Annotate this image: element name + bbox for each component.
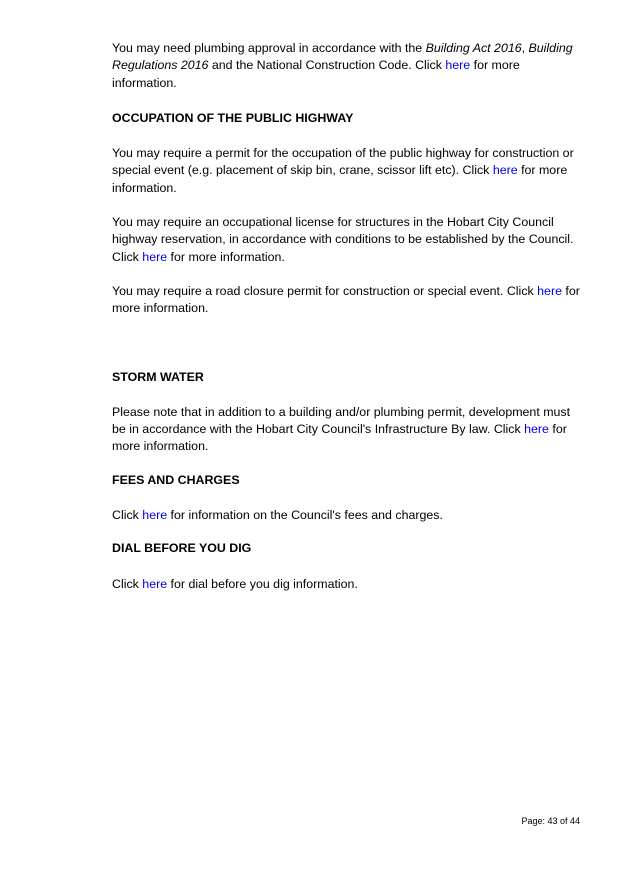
text: Please note that in addition to a building and/or plumbing permit, development must be in accordance with the Hobart City Council's Infrastructure By law. Click xyxy=(112,404,571,437)
fees-paragraph xyxy=(112,507,584,524)
building-act-title: Building Act 2016 xyxy=(425,41,522,55)
dial-paragraph xyxy=(112,576,584,593)
text: for dial before you dig information. xyxy=(167,576,358,591)
highway-permit-paragraph xyxy=(112,145,584,197)
occupational-license-here-link[interactable]: here xyxy=(142,249,168,264)
text: You may need plumbing approval in accordance with the xyxy=(112,41,426,55)
highway-permit-here-link[interactable]: here xyxy=(492,163,518,178)
dial-heading: DIAL BEFORE YOU DIG xyxy=(112,541,252,556)
dial-here-link[interactable]: here xyxy=(142,576,168,591)
text: for more information. xyxy=(112,283,580,316)
storm-water-heading: STORM WATER xyxy=(112,369,204,384)
text: You may require a permit for the occupation of the public highway for construction or special event (e.g. placement of skip bin, crane, scissor lift etc). Click xyxy=(112,146,574,178)
text: You may require a road closure permit for construction or special event. Click xyxy=(112,283,538,298)
text: and the National Construction Code. Click xyxy=(208,58,446,73)
fees-here-link[interactable]: here xyxy=(142,508,168,523)
highway-heading: OCCUPATION OF THE PUBLIC HIGHWAY xyxy=(112,110,354,125)
text: , xyxy=(521,41,529,55)
storm-water-here-link[interactable]: here xyxy=(524,422,549,437)
text: You may require an occupational license for structures in the Hobart City Council highway reservation, in accordance with conditions to be established by the Council. Click xyxy=(112,215,574,264)
building-regulations-title: Building Regulations 2016 xyxy=(112,41,573,73)
plumbing-paragraph xyxy=(112,40,584,92)
text: for more information. xyxy=(112,163,568,195)
document-page xyxy=(112,40,584,593)
road-closure-paragraph xyxy=(112,283,584,318)
text: Click xyxy=(112,508,143,523)
text: for more information. xyxy=(112,58,520,90)
text: for more information. xyxy=(112,422,567,454)
page-number: Page: 43 of 44 xyxy=(521,816,580,826)
road-closure-here-link[interactable]: here xyxy=(537,283,562,298)
text: for more information. xyxy=(167,249,285,264)
text: for information on the Council's fees and charges. xyxy=(167,508,443,523)
storm-water-paragraph xyxy=(112,404,584,456)
occupational-license-paragraph xyxy=(112,214,584,266)
text: Click xyxy=(112,576,143,591)
fees-heading: FEES AND CHARGES xyxy=(112,472,240,487)
plumbing-here-link[interactable]: here xyxy=(445,58,471,73)
